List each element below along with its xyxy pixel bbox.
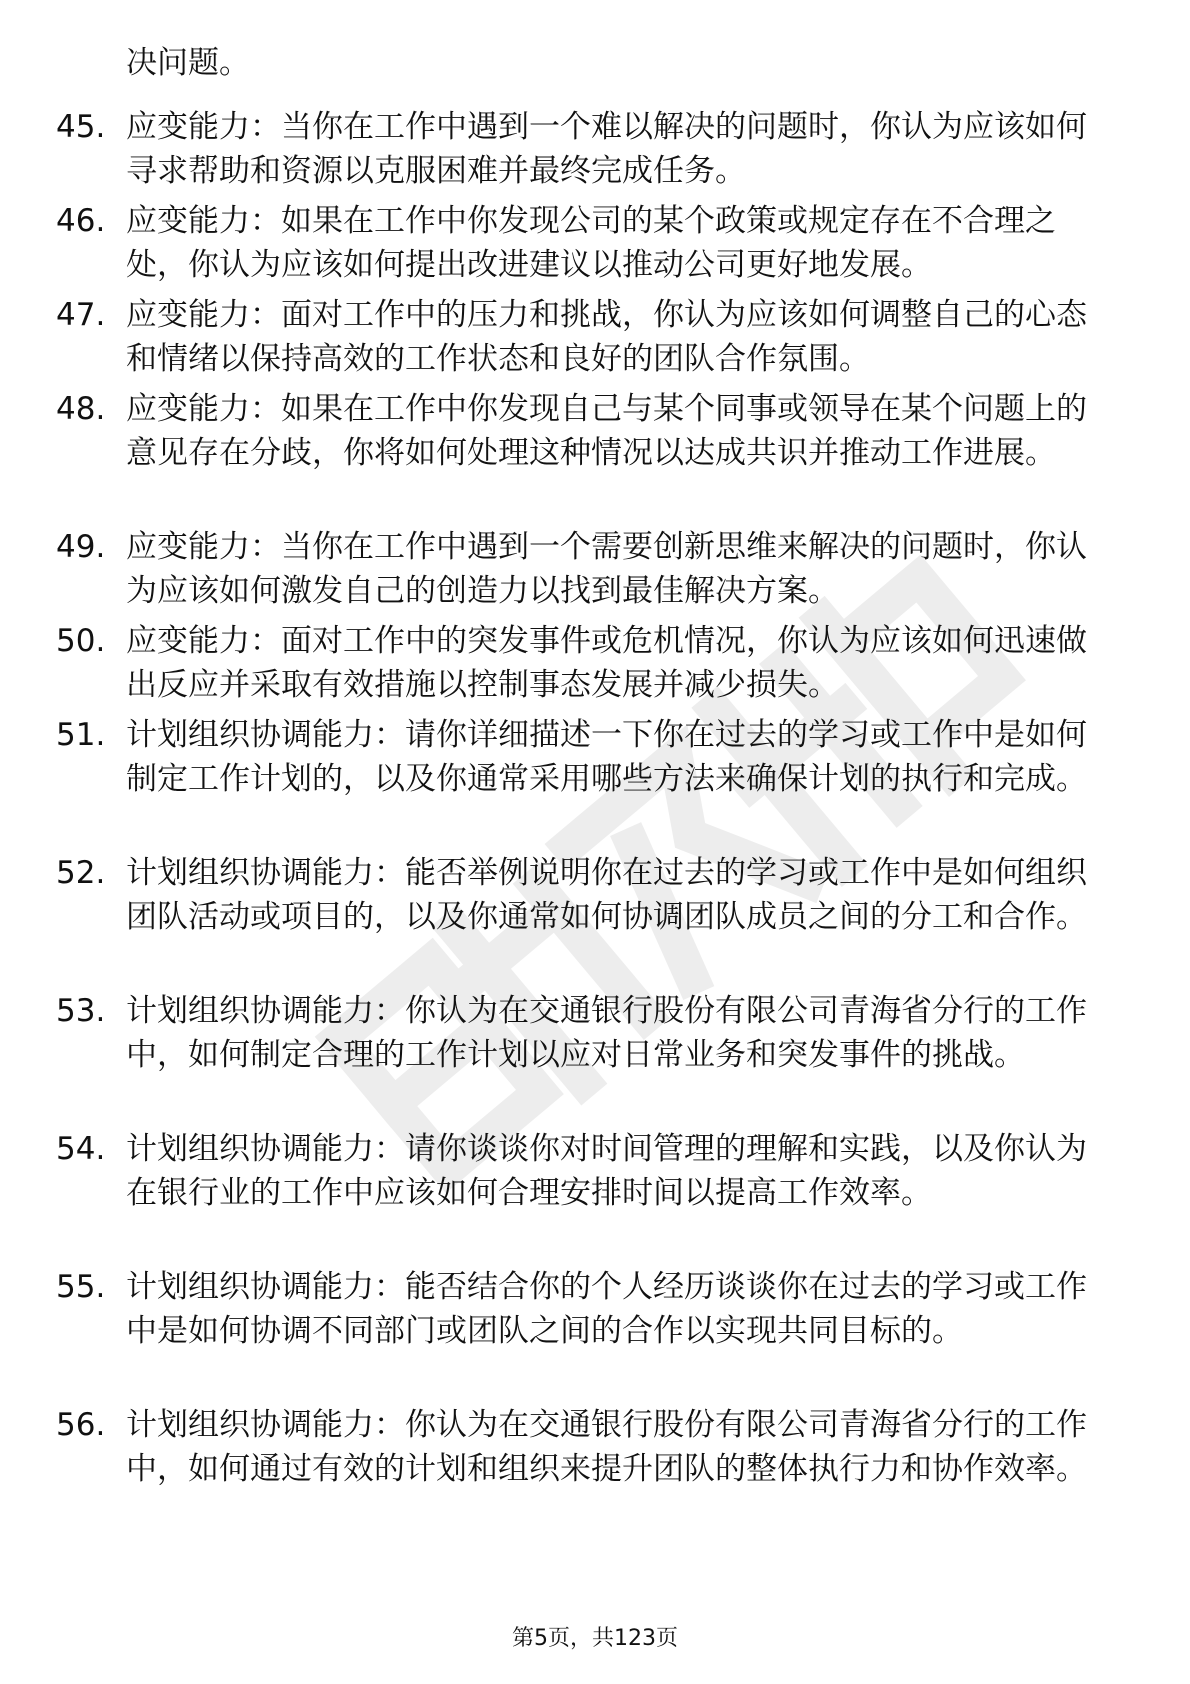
item-text: 应变能力：面对工作中的突发事件或危机情况，你认为应该如何迅速做出反应并采取有效措施以控制事态发展并减少损失。 bbox=[126, 623, 1087, 703]
item-number: 47. bbox=[56, 297, 106, 333]
item-number: 55. bbox=[56, 1269, 106, 1305]
question-item-50 bbox=[56, 619, 1116, 707]
item-number: 54. bbox=[56, 1131, 106, 1167]
item-text: 计划组织协调能力：能否结合你的个人经历谈谈你在过去的学习或工作中是如何协调不同部门或团队之间的合作以实现共同目标的。 bbox=[126, 1269, 1087, 1349]
question-item-47 bbox=[56, 293, 1116, 381]
item-text: 计划组织协调能力：请你详细描述一下你在过去的学习或工作中是如何制定工作计划的，以及你通常采用哪些方法来确保计划的执行和完成。 bbox=[126, 717, 1087, 797]
item-text: 应变能力：如果在工作中你发现公司的某个政策或规定存在不合理之处，你认为应该如何提出改进建议以推动公司更好地发展。 bbox=[126, 203, 1056, 283]
item-number: 53. bbox=[56, 993, 106, 1029]
item-text: 计划组织协调能力：能否举例说明你在过去的学习或工作中是如何组织团队活动或项目的，以及你通常如何协调团队成员之间的分工和合作。 bbox=[126, 855, 1087, 935]
item-number: 51. bbox=[56, 717, 106, 753]
item-number: 45. bbox=[56, 109, 106, 145]
item-number: 50. bbox=[56, 623, 106, 659]
item-text: 应变能力：当你在工作中遇到一个需要创新思维来解决的问题时，你认为应该如何激发自己的创造力以找到最佳解决方案。 bbox=[126, 529, 1087, 609]
question-item-48 bbox=[56, 387, 1116, 475]
item-number: 48. bbox=[56, 391, 106, 427]
page-footer: 第5页，共123页 bbox=[512, 1626, 678, 1651]
question-item-54 bbox=[56, 1127, 1116, 1215]
item-text: 计划组织协调能力：你认为在交通银行股份有限公司青海省分行的工作中，如何制定合理的工作计划以应对日常业务和突发事件的挑战。 bbox=[126, 993, 1087, 1073]
item-text: 应变能力：当你在工作中遇到一个难以解决的问题时，你认为应该如何寻求帮助和资源以克服困难并最终完成任务。 bbox=[126, 109, 1087, 189]
question-item-55 bbox=[56, 1265, 1116, 1353]
question-item-49 bbox=[56, 525, 1116, 613]
item-number: 52. bbox=[56, 855, 106, 891]
question-item-52 bbox=[56, 851, 1116, 939]
item-number: 56. bbox=[56, 1407, 106, 1443]
question-item-46 bbox=[56, 199, 1116, 287]
item-text: 计划组织协调能力：请你谈谈你对时间管理的理解和实践，以及你认为在银行业的工作中应该如何合理安排时间以提高工作效率。 bbox=[126, 1131, 1087, 1211]
question-item-45 bbox=[56, 105, 1116, 193]
item-text: 计划组织协调能力：你认为在交通银行股份有限公司青海省分行的工作中，如何通过有效的计划和组织来提升团队的整体执行力和协作效率。 bbox=[126, 1407, 1087, 1487]
continuation-line: 决问题。 bbox=[126, 45, 250, 81]
item-number: 46. bbox=[56, 203, 106, 239]
item-text: 应变能力：面对工作中的压力和挑战，你认为应该如何调整自己的心态和情绪以保持高效的工作状态和良好的团队合作氛围。 bbox=[126, 297, 1087, 377]
item-number: 49. bbox=[56, 529, 106, 565]
question-item-56 bbox=[56, 1403, 1116, 1491]
question-item-53 bbox=[56, 989, 1116, 1077]
item-text: 应变能力：如果在工作中你发现自己与某个同事或领导在某个问题上的意见存在分歧，你将如何处理这种情况以达成共识并推动工作进展。 bbox=[126, 391, 1087, 471]
question-item-51 bbox=[56, 713, 1116, 801]
